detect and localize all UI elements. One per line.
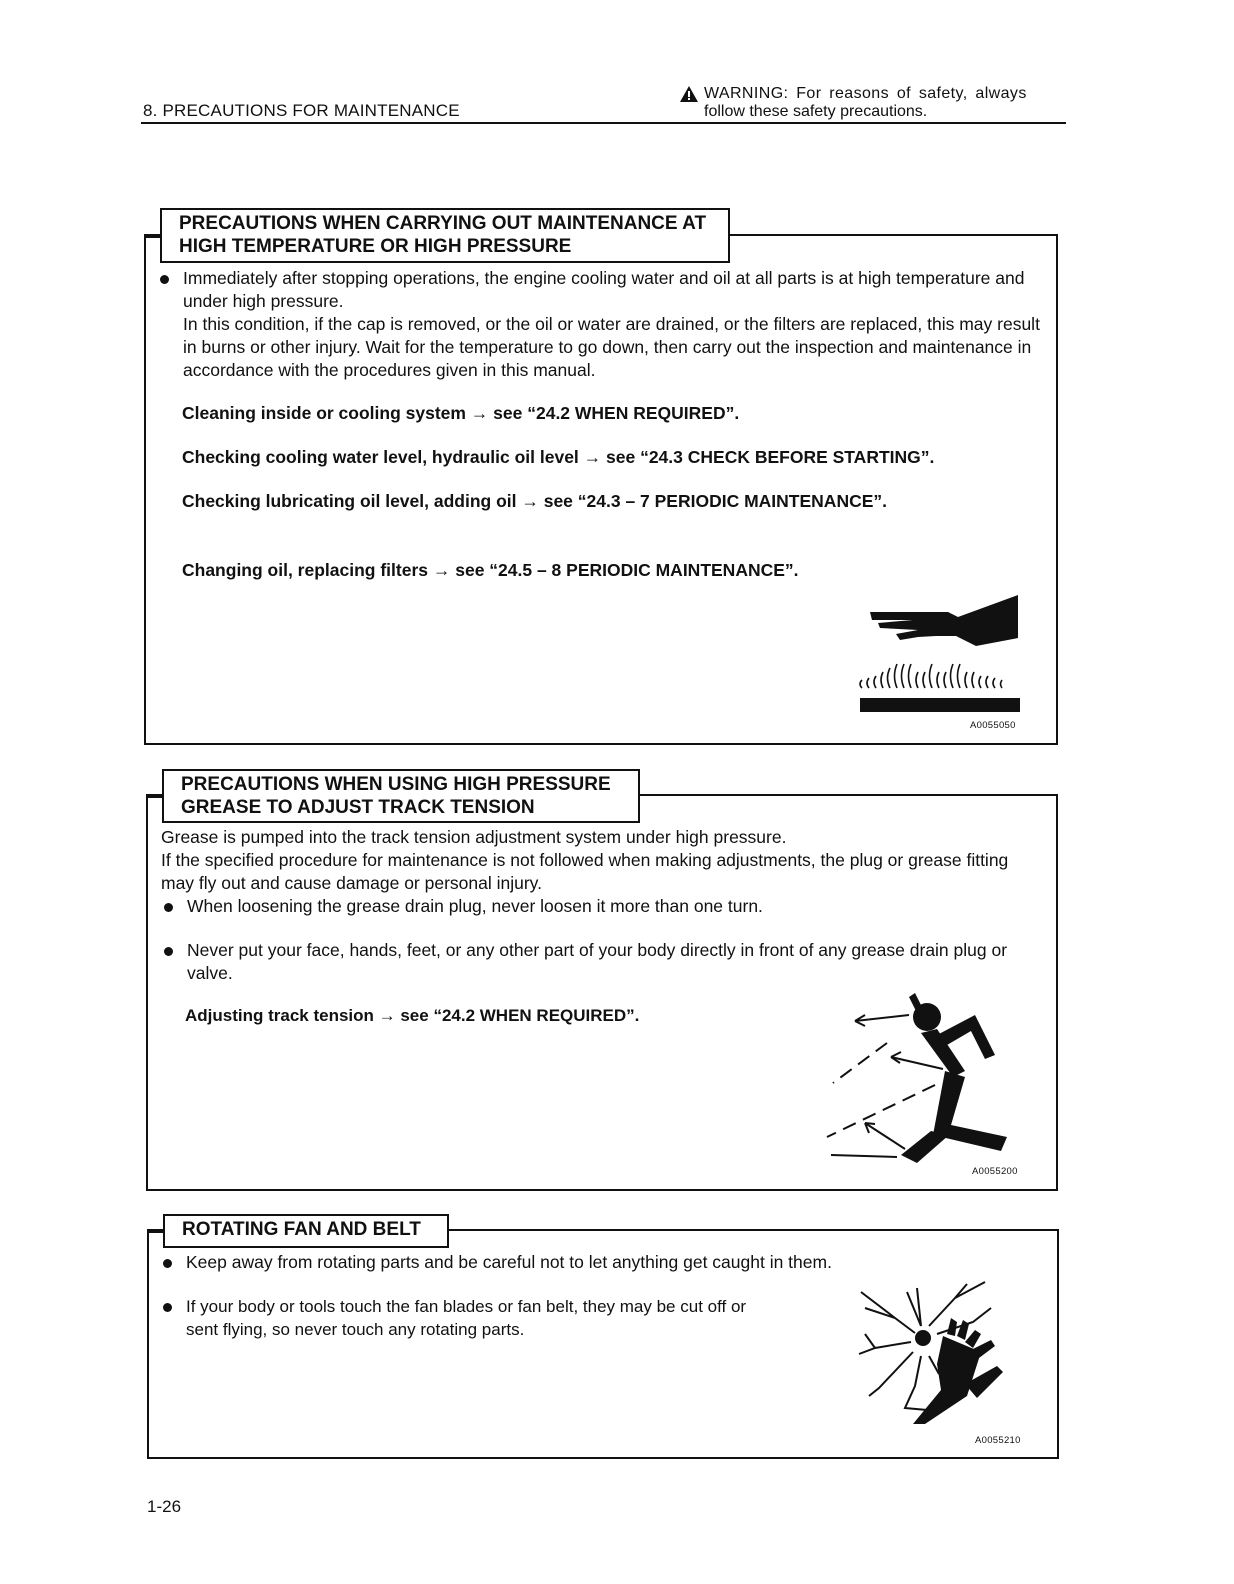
header-rule [141,122,1066,124]
section3-bullet-1: Keep away from rotating parts and be careful not to let anything get caught in them. [160,1251,1044,1274]
section2-tab-tick [146,796,162,798]
warning-note [679,85,1069,121]
section2-title-line2: GREASE TO ADJUST TRACK TENSION [181,797,535,818]
section1-title-tab [160,208,730,263]
section3-image-code: A0055210 [975,1435,1021,1446]
warning-triangle-icon [679,85,699,103]
section2-bullet-1: When loosening the grease drain plug, never loosen it more than one turn. [161,895,1045,918]
section3-tab-tick [147,1231,163,1233]
warning-line-2: follow these safety precautions. [704,103,928,120]
section3-title-tab [163,1214,449,1248]
section3-bullet-2-wrap [160,1295,750,1341]
section1-ref-2: Checking cooling water level, hydraulic oil level → see “24.3 CHECK BEFORE STARTING”. [182,447,935,467]
section3-bullet-2: If your body or tools touch the fan blades or fan belt, they may be cut off or sent flying, so never touch any rotating parts. [160,1295,750,1341]
section1-ref-1: Cleaning inside or cooling system → see “24.2 WHEN REQUIRED”. [182,403,740,423]
section2-bullet-2: Never put your face, hands, feet, or any other part of your body directly in front of any grease drain plug or valve. [161,939,1045,985]
section1-bullet: Immediately after stopping operations, the engine cooling water and oil at all parts is at high temperature and under high pressure. [157,267,1041,313]
section2-title-line1: PRECAUTIONS WHEN USING HIGH PRESSURE [181,774,611,795]
section2-image-code: A0055200 [972,1166,1018,1177]
section1-title-line1: PRECAUTIONS WHEN CARRYING OUT MAINTENANCE AT [179,213,707,234]
warning-line-1: WARNING: For reasons of safety, always [704,85,1027,102]
section2-title-tab [162,769,640,823]
section1-ref-3: Checking lubricating oil level, adding oil → see “24.3 – 7 PERIODIC MAINTENANCE”. [182,491,888,511]
section1-tab-tick [144,236,160,238]
hot-surface-hand-icon [858,590,1023,715]
section1-title-line2: HIGH TEMPERATURE OR HIGH PRESSURE [179,236,572,257]
page-number: 1-26 [147,1497,182,1516]
section3-title: ROTATING FAN AND BELT [182,1219,421,1240]
section3-bullet-1-wrap [160,1251,1044,1274]
section2-intro-1: Grease is pumped into the track tension adjustment system under high pressure. [161,827,787,847]
section2-intro-2: If the specified procedure for maintenance is not followed when making adjustments, the plug or grease fitting may fly out and cause damage or personal injury. [161,850,1009,893]
section-heading: 8. PRECAUTIONS FOR MAINTENANCE [143,101,460,120]
section1-image-code: A0055050 [970,720,1016,731]
section2-text [161,826,1045,985]
flying-fitting-hazard-icon [825,985,1020,1170]
rotating-fan-hazard-icon [855,1278,1015,1428]
section1-text [157,267,1041,382]
section2-ref-1: Adjusting track tension → see “24.2 WHEN REQUIRED”. [185,1006,640,1025]
section1-paragraph: In this condition, if the cap is removed, or the oil or water are drained, or the filters are replaced, this may result in burns or other injury. Wait for the temperature to go down, then carry out the inspection and maintenance in accordance with the procedures given in this manual. [183,314,1040,380]
section1-ref-4: Changing oil, replacing filters → see “24.5 – 8 PERIODIC MAINTENANCE”. [182,560,799,580]
